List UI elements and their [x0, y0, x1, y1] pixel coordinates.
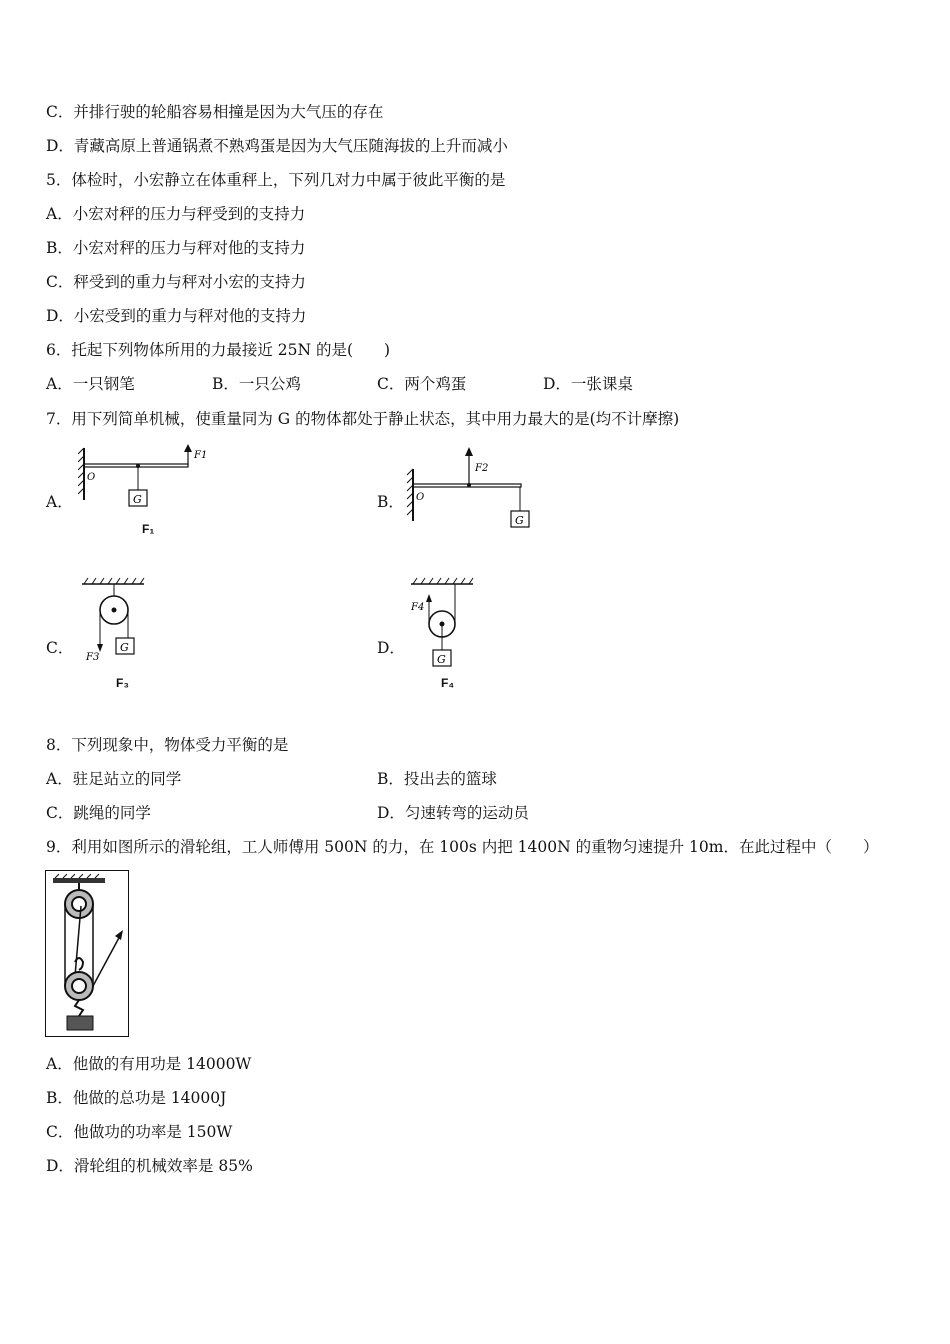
q5-option-c: C．秤受到的重力与秤对小宏的支持力 — [46, 273, 306, 291]
q6-option-c: C．两个鸡蛋 — [377, 375, 467, 393]
q7a-caption: F₁ — [142, 522, 155, 536]
q7-option-b-label: B． — [377, 493, 404, 511]
q8-option-d: D．匀速转弯的运动员 — [377, 804, 529, 822]
q7a-pivot-label: O — [87, 472, 96, 483]
arrow-up-icon — [426, 594, 432, 602]
q9-option-b: B．他做的总功是 14000J — [46, 1089, 227, 1107]
arrow-down-icon — [97, 644, 103, 652]
q4-option-d: D．青藏高原上普通锅煮不熟鸡蛋是因为大气压随海拔的上升而减小 — [46, 137, 508, 155]
q9-option-c: C．他做功的功率是 150W — [46, 1123, 233, 1141]
q7-option-a-label: A． — [46, 493, 73, 511]
q7d-caption: F₄ — [441, 676, 455, 690]
q6-option-a: A．一只钢笔 — [46, 375, 135, 393]
q9-figure-pulley-block — [45, 870, 129, 1038]
q4-option-c: C．并排行驶的轮船容易相撞是因为大气压的存在 — [46, 103, 384, 121]
q7-figure-d-movable-pulley — [405, 576, 477, 672]
q9-stem: 9．利用如图所示的滑轮组，工人师傅用 500N 的力，在 100s 内把 1400N 的重物匀速提升 10m．在此过程中（ ） — [46, 838, 879, 856]
q7-figure-b-lever — [405, 443, 540, 535]
q7-option-d-label: D． — [377, 639, 405, 657]
q7b-pivot-label: O — [416, 492, 425, 503]
q7b-weight-label: G — [515, 514, 524, 527]
q7-figure-c-fixed-pulley — [80, 576, 150, 668]
q7b-force-label: F2 — [475, 463, 489, 474]
q9-option-a: A．他做的有用功是 14000W — [46, 1055, 252, 1073]
q7c-force-label: F3 — [86, 652, 100, 663]
arrow-up-icon — [465, 447, 473, 456]
q8-option-c: C．跳绳的同学 — [46, 804, 151, 822]
q6-stem: 6．托起下列物体所用的力最接近 25N 的是( ) — [46, 341, 391, 359]
q7a-force-label: F1 — [194, 450, 208, 461]
q8-stem: 8．下列现象中，物体受力平衡的是 — [46, 736, 289, 754]
q7-stem: 7．用下列简单机械，使重量同为 G 的物体都处于静止状态，其中用力最大的是(均不计摩擦) — [46, 410, 680, 428]
q9-option-d: D．滑轮组的机械效率是 85% — [46, 1157, 253, 1175]
q5-option-a: A．小宏对秤的压力与秤受到的支持力 — [46, 205, 306, 223]
arrow-up-icon — [184, 444, 192, 452]
q8-option-b: B．投出去的篮球 — [377, 770, 497, 788]
q7d-weight-label: G — [437, 653, 446, 666]
q8-option-a: A．驻足站立的同学 — [46, 770, 182, 788]
q6-option-b: B．一只公鸡 — [212, 375, 301, 393]
q5-option-b: B．小宏对秤的压力与秤对他的支持力 — [46, 239, 306, 257]
q7-option-c-label: C． — [46, 639, 74, 657]
q5-stem: 5．体检时，小宏静立在体重秤上，下列几对力中属于彼此平衡的是 — [46, 171, 506, 189]
q7d-force-label: F4 — [411, 602, 425, 613]
q7c-weight-label: G — [120, 641, 129, 654]
q6-option-d: D．一张课桌 — [543, 375, 633, 393]
q5-option-d: D．小宏受到的重力与秤对他的支持力 — [46, 307, 307, 325]
q7a-weight-label: G — [133, 493, 142, 506]
q7c-caption: F₃ — [116, 676, 129, 690]
